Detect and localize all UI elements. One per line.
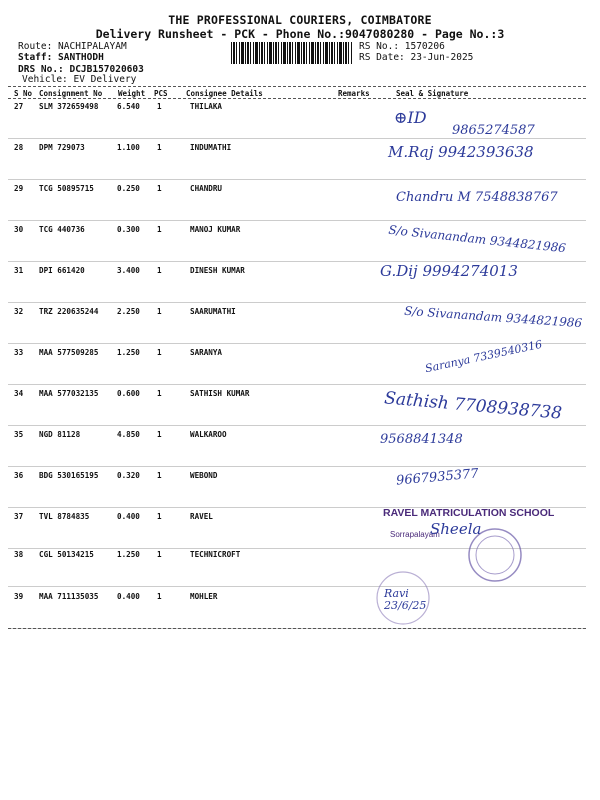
row-consignee: DINESH KUMAR	[190, 266, 245, 275]
rs-date: RS Date: 23-Jun-2025	[359, 52, 474, 63]
col-sno: S No	[14, 89, 33, 98]
runsheet-subtitle: Delivery Runsheet - PCK - Phone No.:9047080280 - Page No.:3	[95, 27, 505, 41]
row-pcs: 1	[157, 348, 162, 357]
row-consignment: NGD 81128	[39, 430, 81, 439]
row-pcs: 1	[157, 266, 162, 275]
row-consignment: CGL 50134215	[39, 550, 94, 559]
row-consignee: INDUMATHI	[190, 143, 232, 152]
row-consignment: BDG 530165195	[39, 471, 99, 480]
row-pcs: 1	[157, 307, 162, 316]
row-consignment: MAA 577032135	[39, 389, 99, 398]
row-pcs: 1	[157, 102, 162, 111]
row-consignee: SAARUMATHI	[190, 307, 236, 316]
row-weight: 0.400	[117, 512, 140, 521]
col-consignment: Consignment No	[39, 89, 103, 98]
col-consignee: Consignee Details	[186, 89, 263, 98]
row-sno: 28	[14, 143, 24, 152]
row-weight: 1.250	[117, 550, 140, 559]
row-consignment: DPI 661420	[39, 266, 85, 275]
col-pcs: PCS	[154, 89, 168, 98]
row-sno: 29	[14, 184, 24, 193]
company-title: THE PROFESSIONAL COURIERS, COIMBATORE	[168, 13, 432, 27]
header-bottom-rule	[8, 98, 586, 99]
header-top-rule	[8, 86, 586, 87]
row-sno: 31	[14, 266, 24, 275]
route-label: Route: NACHIPALAYAM	[18, 41, 127, 52]
row-consignee: CHANDRU	[190, 184, 223, 193]
signature-29: Chandru M 7548838767	[396, 190, 558, 205]
table-bottom-rule	[8, 628, 586, 629]
row-consignee: MANOJ KUMAR	[190, 225, 241, 234]
row-sno: 39	[14, 592, 24, 601]
row-consignment: TCG 440736	[39, 225, 85, 234]
row-divider	[8, 179, 586, 180]
row-sno: 37	[14, 512, 24, 521]
row-sno: 32	[14, 307, 24, 316]
row-divider	[8, 586, 586, 587]
signature-text-27: 9865274587	[452, 123, 535, 138]
row-pcs: 1	[157, 550, 162, 559]
row-divider	[8, 302, 586, 303]
row-pcs: 1	[157, 184, 162, 193]
row-consignee: SATHISH KUMAR	[190, 389, 250, 398]
signature-32: S/o Sivanandam 9344821986	[403, 303, 583, 331]
row-weight: 0.320	[117, 471, 140, 480]
row-consignee: MOHLER	[190, 592, 218, 601]
row-weight: 1.100	[117, 143, 140, 152]
vehicle-label: Vehicle: EV Delivery	[22, 74, 137, 85]
row-divider	[8, 343, 586, 344]
col-weight: Weight	[118, 89, 146, 98]
signature-34: Sathish 7708938738	[383, 388, 563, 424]
rs-number: RS No.: 1570206	[359, 41, 445, 52]
row-weight: 4.850	[117, 430, 140, 439]
stamp-handwriting: Sheela	[430, 520, 482, 538]
drs-number: DRS No.: DCJB157020603	[18, 64, 144, 75]
row-divider	[8, 220, 586, 221]
row-pcs: 1	[157, 471, 162, 480]
row-sno: 35	[14, 430, 24, 439]
col-seal: Seal & Signature	[396, 89, 469, 98]
row-weight: 2.250	[117, 307, 140, 316]
row-pcs: 1	[157, 430, 162, 439]
row-consignment: TCG 50895715	[39, 184, 94, 193]
row-sno: 38	[14, 550, 24, 559]
row-consignee: WALKAROO	[190, 430, 227, 439]
row-weight: 6.540	[117, 102, 140, 111]
row-consignee: RAVEL	[190, 512, 213, 521]
row-consignee: SARANYA	[190, 348, 223, 357]
signature-30: S/o Sivanandam 9344821986	[387, 222, 567, 256]
row-divider	[8, 466, 586, 467]
row-weight: 0.600	[117, 389, 140, 398]
row-weight: 0.400	[117, 592, 140, 601]
stamp-place: Sorrapalayam	[390, 530, 440, 539]
col-remarks: Remarks	[338, 89, 370, 98]
signature-35: 9568841348	[380, 432, 463, 447]
row-consignment: SLM 372659498	[39, 102, 99, 111]
staff-label: Staff: SANTHODH	[18, 52, 104, 63]
stamp-school-name: RAVEL MATRICULATION SCHOOL	[383, 507, 555, 519]
row-consignee: WEBOND	[190, 471, 218, 480]
signature-36: 9667935377	[395, 466, 480, 489]
row-divider	[8, 425, 586, 426]
row-consignee: THILAKA	[190, 102, 223, 111]
row-weight: 0.250	[117, 184, 140, 193]
row-weight: 3.400	[117, 266, 140, 275]
signature-31: G.Dij 9994274013	[380, 262, 518, 280]
row-pcs: 1	[157, 225, 162, 234]
row-consignment: MAA 711135035	[39, 592, 99, 601]
row-consignment: TRZ 220635244	[39, 307, 99, 316]
barcode	[231, 42, 353, 64]
row-consignment: DPM 729073	[39, 143, 85, 152]
row-weight: 0.300	[117, 225, 140, 234]
row-pcs: 1	[157, 512, 162, 521]
signature-27: ⊕ID	[394, 108, 427, 127]
row-divider	[8, 138, 586, 139]
row-sno: 36	[14, 471, 24, 480]
row-consignment: MAA 577509285	[39, 348, 99, 357]
row-consignment: TVL 8784835	[39, 512, 90, 521]
row-sno: 27	[14, 102, 24, 111]
row-divider	[8, 384, 586, 385]
signature-33: Saranya 7339540316	[423, 337, 544, 376]
row-sno: 33	[14, 348, 24, 357]
row-pcs: 1	[157, 389, 162, 398]
row-sno: 30	[14, 225, 24, 234]
signature-28: M.Raj 9942393638	[388, 143, 534, 161]
row-weight: 1.250	[117, 348, 140, 357]
row-sno: 34	[14, 389, 24, 398]
date-note: Ravi 23/6/25	[384, 587, 427, 612]
row-pcs: 1	[157, 592, 162, 601]
row-consignee: TECHNICROFT	[190, 550, 241, 559]
row-pcs: 1	[157, 143, 162, 152]
